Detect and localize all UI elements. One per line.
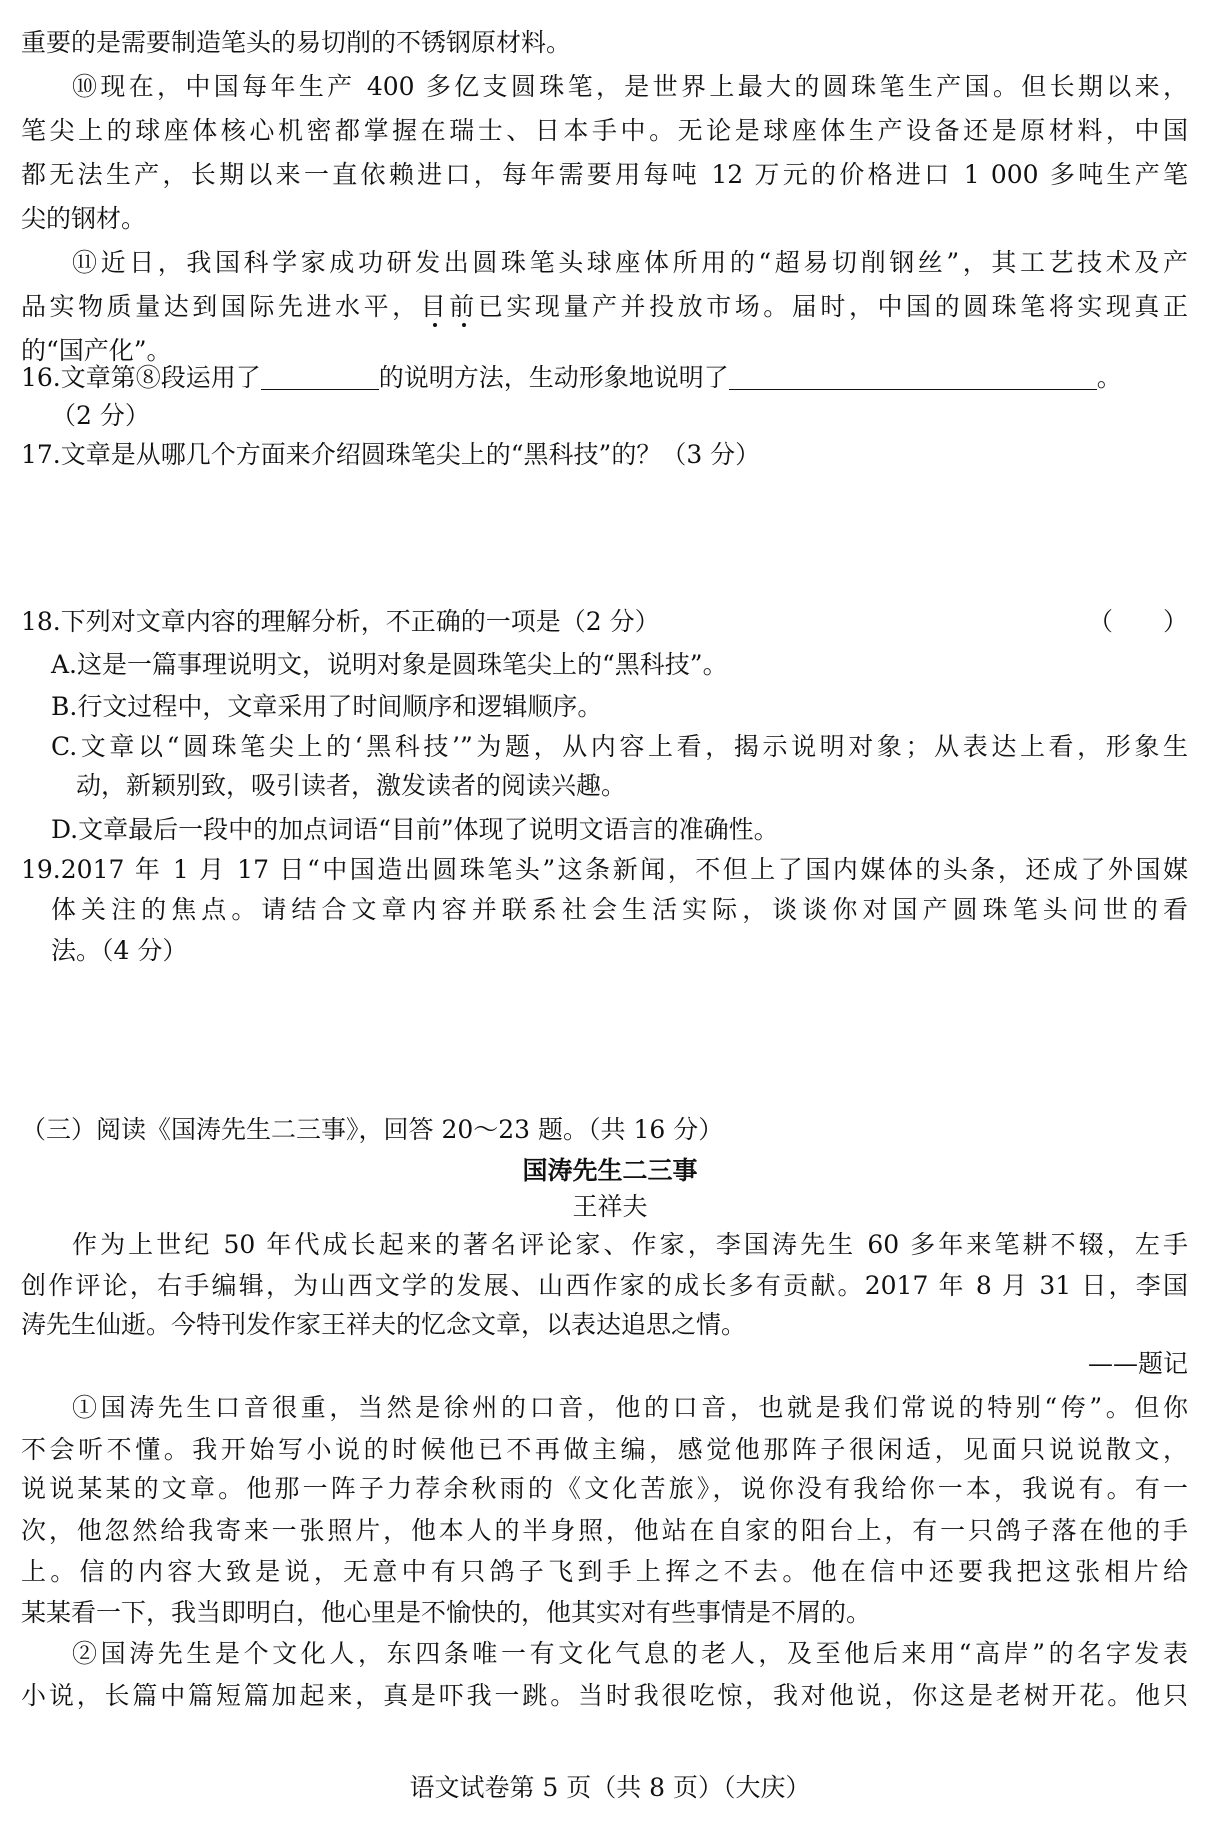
option-a: A.这是一篇事理说明文，说明对象是圆珠笔尖上的“黑科技”。 [51, 650, 728, 679]
passage-line [21, 287, 1188, 327]
question-18: 18.下列对文章内容的理解分析，不正确的一项是（2 分） [21, 607, 660, 636]
q16-text: 的说明方法，生动形象地说明了 [378, 363, 729, 392]
intro-line: 作为上世纪 50 年代成长起来的著名评论家、作家，李国涛先生 60 多年来笔耕不辍，左手 [72, 1230, 1188, 1259]
paragraph-11: ⑪近日，我国科学家成功研发出圆珠笔头球座体所用的“超易切削钢丝”，其工艺技术及产 [72, 248, 1188, 277]
paragraph-10: ⑩现在，中国每年生产 400 多亿支圆珠笔，是世界上最大的圆珠笔生产国。但长期以来， [72, 72, 1188, 101]
option-b: B.行文过程中，文章采用了时间顺序和逻辑顺序。 [51, 692, 603, 721]
emphasis-dot-char: 目 [420, 292, 450, 321]
section-heading: （三）阅读《国涛先生二三事》，回答 20～23 题。（共 16 分） [21, 1115, 724, 1144]
question-19: 19.2017 年 1 月 17 日“中国造出圆珠笔头”这条新闻，不但上了国内媒体的头条，还成了外国媒 [21, 855, 1188, 884]
intro-line: 涛先生仙逝。今特刊发作家王祥夫的忆念文章，以表达追思之情。 [21, 1310, 747, 1339]
option-c-cont: 动，新颖别致，吸引读者，激发读者的阅读兴趣。 [76, 771, 627, 800]
emphasis-dot-char: 前 [449, 292, 478, 321]
passage-line: 的“国产化”。 [21, 336, 172, 365]
page-footer: 语文试卷第 5 页（共 8 页）（大庆） [409, 1773, 811, 1802]
question-19-line: 体关注的焦点。请结合文章内容并联系社会生活实际，谈谈你对国产圆珠笔头问世的看 [51, 895, 1188, 924]
text: 已实现量产并投放市场。届时，中国的圆珠笔将实现真正 [477, 292, 1188, 321]
option-c: C.文章以“圆珠笔尖上的‘黑科技’”为题，从内容上看，揭示说明对象；从表达上看，形象生 [51, 732, 1188, 761]
passage-line: 说说某某的文章。他那一阵子力荐余秋雨的《文化苦旅》，说你没有我给你一本，我说有。有一 [21, 1474, 1188, 1503]
passage-line: 上。信的内容大致是说，无意中有只鸽子飞到手上挥之不去。他在信中还要我把这张相片给 [21, 1557, 1188, 1586]
passage-line: 重要的是需要制造笔头的易切削的不锈钢原材料。 [21, 28, 572, 57]
q16-score: （2 分） [51, 401, 150, 430]
question-16 [21, 358, 1188, 398]
article-author: 王祥夫 [572, 1192, 648, 1221]
paragraph-1: ①国涛先生口音很重，当然是徐州的口音，他的口音，也就是我们常说的特别“侉”。但你 [72, 1393, 1188, 1422]
epigraph-label: ——题记 [1087, 1349, 1188, 1378]
option-d: D.文章最后一段中的加点词语“目前”体现了说明文语言的准确性。 [51, 815, 779, 844]
article-title: 国涛先生二三事 [522, 1156, 698, 1185]
passage-line: 某某看一下，我当即明白，他心里是不愉快的，他其实对有些事情是不屑的。 [21, 1598, 872, 1627]
passage-line: 尖的钢材。 [21, 204, 147, 233]
answer-blank-2[interactable] [729, 361, 1097, 390]
answer-paren[interactable]: （ ） [1087, 607, 1188, 636]
question-17: 17.文章是从哪几个方面来介绍圆珠笔尖上的“黑科技”的？（3 分） [21, 440, 761, 469]
passage-line: 小说，长篇中篇短篇加起来，真是吓我一跳。当时我很吃惊，我对他说，你这是老树开花。他只 [21, 1681, 1188, 1710]
q16-text: 16.文章第⑧段运用了 [21, 363, 261, 392]
question-19-line: 法。（4 分） [51, 936, 188, 965]
answer-blank-1[interactable] [261, 361, 379, 390]
intro-line: 创作评论，右手编辑，为山西文学的发展、山西作家的成长多有贡献。2017 年 8 月 31 日，李国 [21, 1271, 1188, 1300]
q16-text: 。 [1096, 363, 1122, 392]
passage-line: 笔尖上的球座体核心机密都掌握在瑞士、日本手中。无论是球座体生产设备还是原材料，中国 [21, 116, 1188, 145]
passage-line: 次，他忽然给我寄来一张照片，他本人的半身照，他站在自家的阳台上，有一只鸽子落在他的手 [21, 1516, 1188, 1545]
text: 品实物质量达到国际先进水平， [21, 292, 421, 321]
passage-line: 都无法生产，长期以来一直依赖进口，每年需要用每吨 12 万元的价格进口 1 000 多吨生产笔 [21, 160, 1188, 189]
passage-line: 不会听不懂。我开始写小说的时候他已不再做主编，感觉他那阵子很闲适，见面只说说散文， [21, 1435, 1188, 1464]
paragraph-2: ②国涛先生是个文化人，东四条唯一有文化气息的老人，及至他后来用“高岸”的名字发表 [72, 1639, 1188, 1668]
